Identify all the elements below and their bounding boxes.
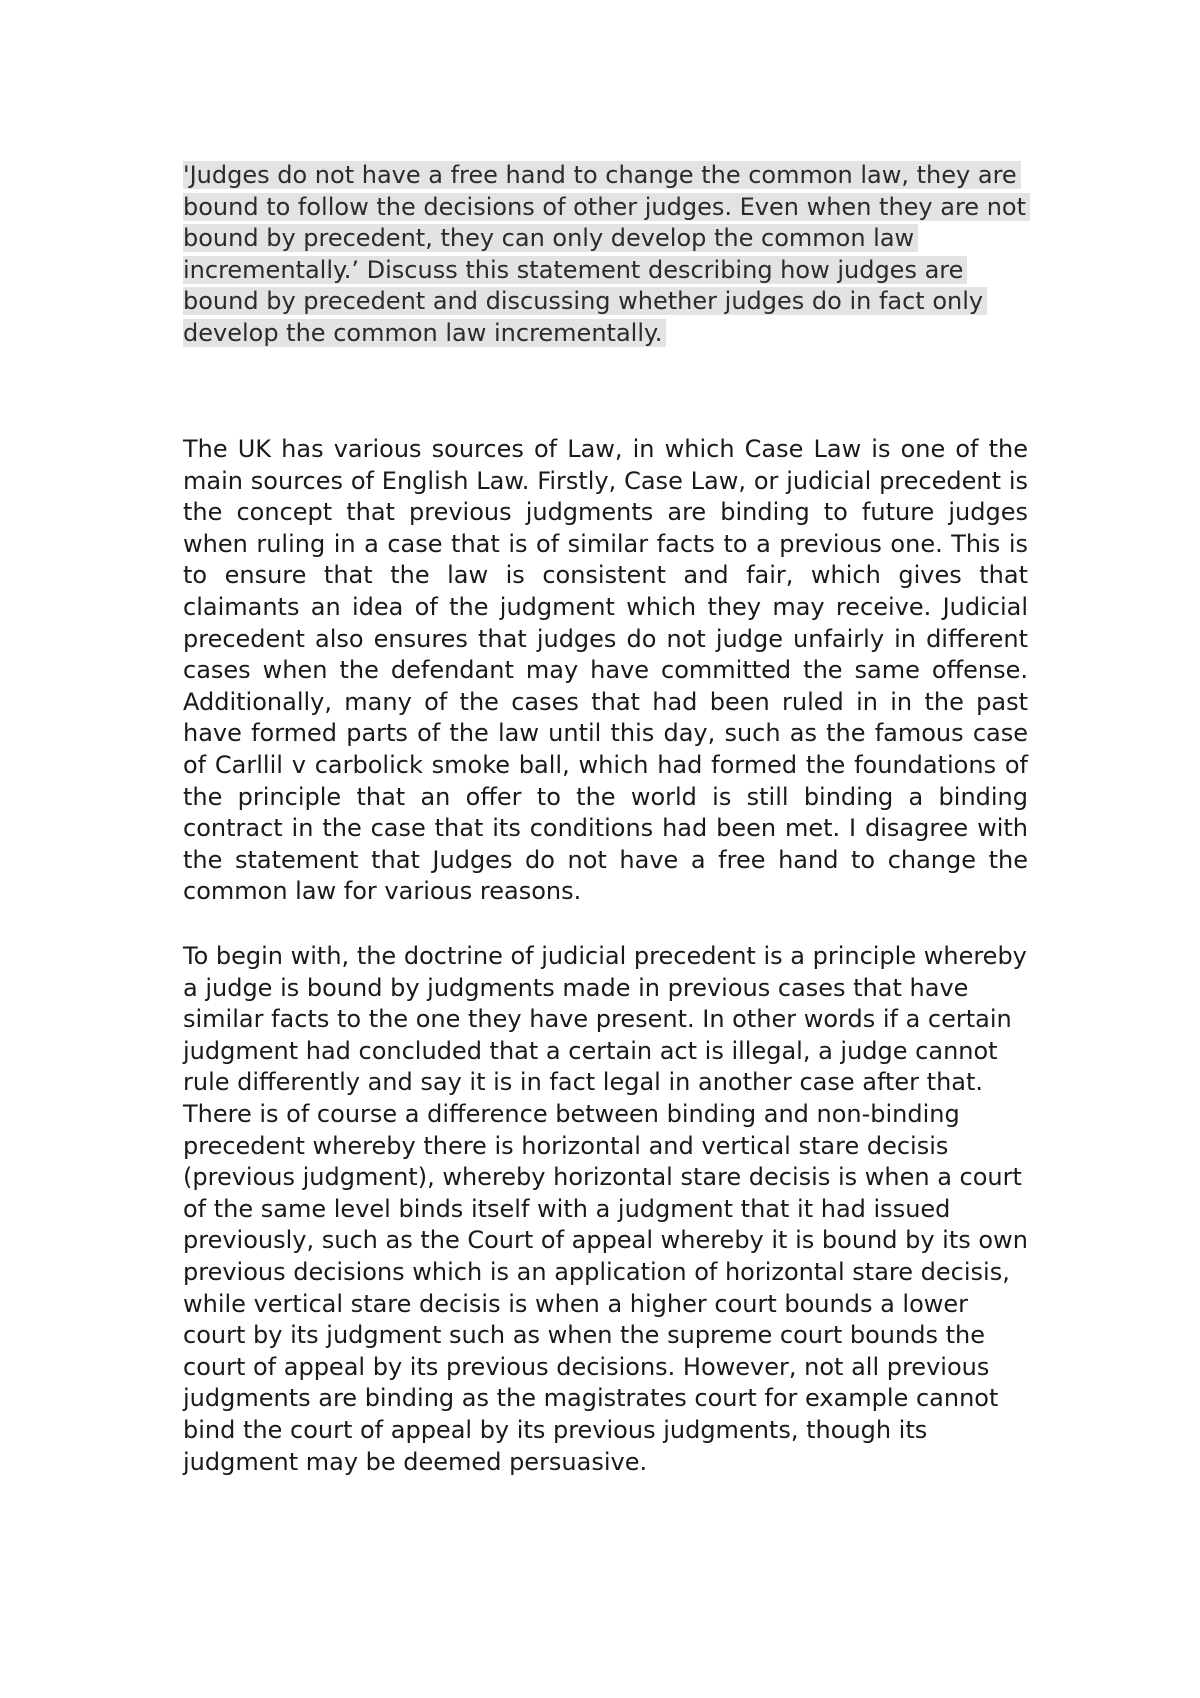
essay-question-text: 'Judges do not have a free hand to change the common law, they are bound to follow the decisions of other judges. Even when they are not bound by precedent, they can only develop the common law incrementally.’ Discuss this statement describing how judges are bound by precedent and discussing whether judges do in fact only develop the common law incrementally.	[183, 161, 1030, 347]
essay-question	[183, 160, 1028, 349]
body-paragraph-judicial-precedent: To begin with, the doctrine of judicial precedent is a principle whereby a judge is bound by judgments made in previous cases that have similar facts to the one they have present. In other words if a certain judgment had concluded that a certain act is illegal, a judge cannot rule differently and say it is in fact legal in another case after that. There is of course a difference between binding and non-binding precedent whereby there is horizontal and vertical stare decisis (previous judgment), whereby horizontal stare decisis is when a court of the same level binds itself with a judgment that it had issued previously, such as the Court of appeal whereby it is bound by its own previous decisions which is an application of horizontal stare decisis, while vertical stare decisis is when a higher court bounds a lower court by its judgment such as when the supreme court bounds the court of appeal by its previous decisions. However, not all previous judgments are binding as the magistrates court for example cannot bind the court of appeal by its previous judgments, though its judgment may be deemed persuasive.	[183, 942, 1028, 1476]
body-paragraph-intro: The UK has various sources of Law, in which Case Law is one of the main sources of English Law. Firstly, Case Law, or judicial precedent is the concept that previous judgments are binding to future judges when ruling in a case that is of similar facts to a previous one. This is to ensure that the law is consistent and fair, which gives that claimants an idea of the judgment which they may receive. Judicial precedent also ensures that judges do not judge unfairly in different cases when the defendant may have committed the same offense. Additionally, many of the cases that had been ruled in in the past have formed parts of the law until this day, such as the famous case of Carllil v carbolick smoke ball, which had formed the foundations of the principle that an offer to the world is still binding a binding contract in the case that its conditions had been met. I disagree with the statement that Judges do not have a free hand to change the common law for various reasons.	[183, 435, 1028, 906]
